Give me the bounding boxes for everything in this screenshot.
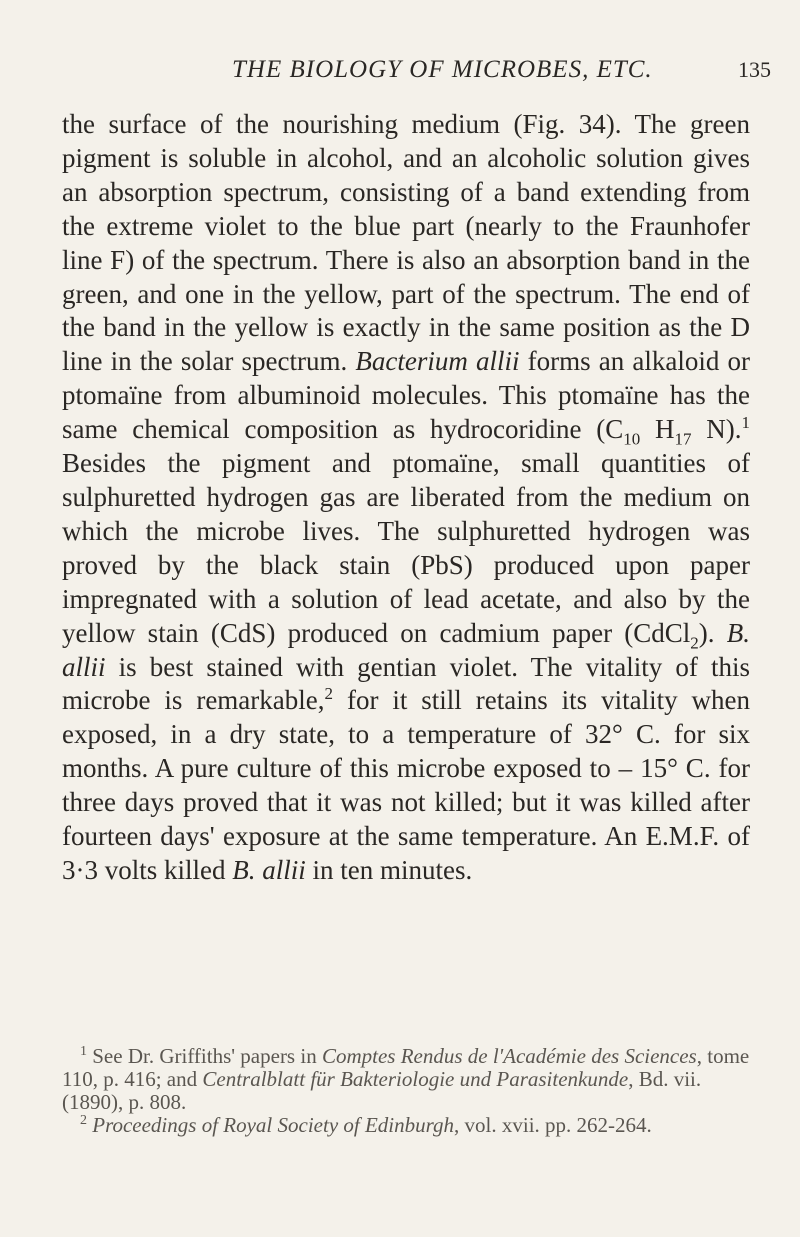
footnote-mark: 1: [80, 1044, 87, 1059]
text-run: for it still retains its vitality when exposed, in a dry state, to a temperature of 32° C. for six months. A pure culture of this microbe exposed to – 15° C. for three days proved that it was not killed; but it was killed after fourteen days' exposure at the same temperature. An E.M.F. of 3·3 volts killed: [62, 685, 750, 885]
citation-title: Proceedings of Royal Society of Edinburgh: [92, 1113, 455, 1137]
species-name: Bacterium allii: [355, 346, 520, 377]
page-number: 135: [738, 57, 771, 82]
text-run: Besides the pigment and ptomaïne, small quantities of sulphuretted hydrogen gas are liberated from the medium on which the microbe lives. The sulphuretted hydrogen was proved by the black stain (PbS) produced upon paper impregnated with a solution of lead acetate, and also by the yellow stain (CdS) produced on cadmium paper (CdCl: [62, 448, 750, 648]
text-run: H: [640, 414, 675, 445]
footnote-mark: 2: [80, 1113, 87, 1128]
subscript: 17: [674, 429, 692, 449]
subscript: 2: [690, 632, 699, 652]
species-name: B. allii: [232, 854, 306, 885]
footnote-2: [62, 1114, 750, 1137]
text-run: ).: [698, 617, 727, 648]
footnotes: [62, 1045, 750, 1137]
text-run: the surface of the nourishing medium (Fig. 34). The green pigment is soluble in alcohol, and an alcoholic solution gives an absorption spectrum, consisting of a band extending from the extreme violet to the blue part (nearly to the Fraunhofer line F) of the spectrum. There is also an absorption band in the green, and one in the yellow, part of the spectrum. The end of the band in the yellow is exactly in the same position as the D line in the solar spectrum.: [62, 109, 750, 377]
footnote-ref: 1: [741, 413, 751, 433]
text-run: is best stained with gentian violet. The vitality of this microbe is remarkable,: [62, 651, 750, 716]
body-text: [62, 108, 750, 888]
species-name: B. allii: [62, 617, 750, 682]
footnote-text: , tome 110, p. 416; and: [62, 1044, 750, 1091]
text-run: N).: [691, 414, 742, 445]
footnote-text: , Bd. vii. (1890), p. 808.: [62, 1067, 702, 1114]
footnote-1: [62, 1045, 750, 1114]
footnote-text: See Dr. Griffiths' papers in: [87, 1044, 322, 1068]
citation-title: Centralblatt für Bakteriologie und Parasitenkunde: [202, 1067, 629, 1091]
text-run: in ten minutes.: [305, 854, 473, 885]
text-run: forms an alkaloid or ptomaïne from albuminoid molecules. This ptomaïne has the same chemical composition as hydrocoridine (C: [62, 346, 750, 445]
running-header: THE BIOLOGY OF MICROBES, ETC.: [232, 56, 653, 83]
footnote-ref: 2: [324, 684, 334, 704]
footnote-text: , vol. xvii. pp. 262-264.: [454, 1113, 652, 1137]
citation-title: Comptes Rendus de l'Académie des Sciences: [321, 1044, 697, 1068]
subscript: 10: [623, 429, 641, 449]
main-paragraph: [62, 108, 750, 888]
